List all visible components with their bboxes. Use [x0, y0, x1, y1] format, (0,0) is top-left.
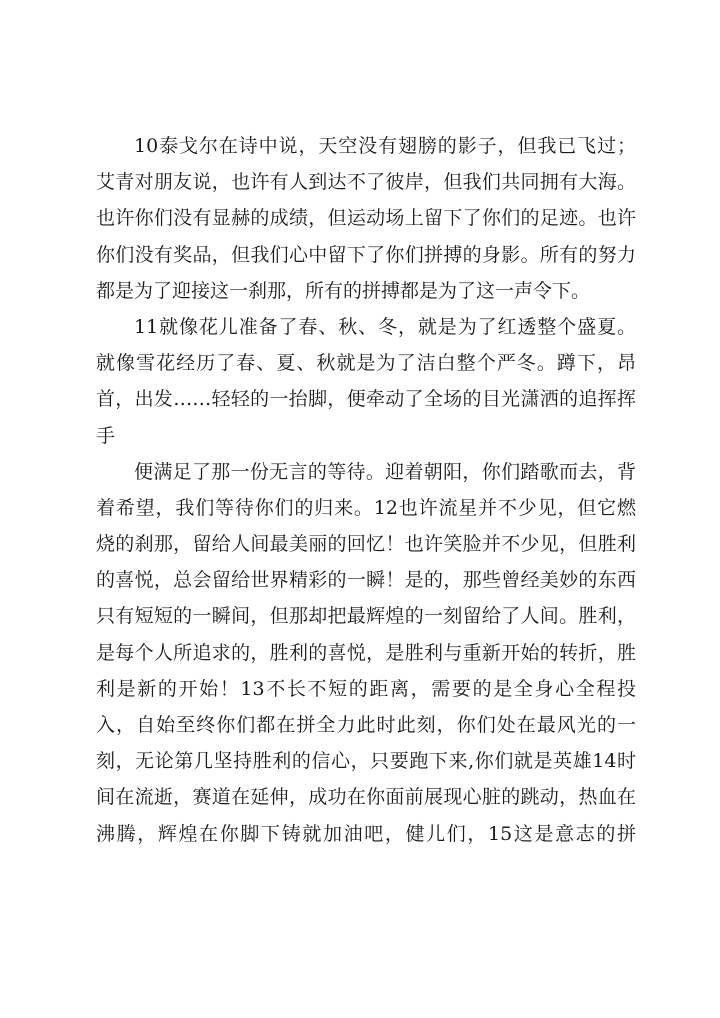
text-line: 间在流逝，赛道在延伸，成功在你面前展现心脏的跳动，热血在	[96, 786, 636, 809]
text-line: 沸腾，辉煌在你脚下铸就加油吧，健儿们，15这是意志的拼	[96, 822, 636, 845]
text-line: 手	[96, 424, 116, 447]
text-line: 就像雪花经历了春、夏、秋就是为了洁白整个严冬。蹲下，昂	[96, 352, 636, 375]
text-line: 入，自始至终你们都在拼全力此时此刻，你们处在最风光的一	[96, 714, 636, 736]
text-line: 都是为了迎接这一刹那，所有的拼搏都是为了这一声令下。	[96, 279, 591, 302]
text-line: 利是新的开始！13不长不短的距离，需要的是全身心全程投	[96, 677, 636, 700]
text-line: 11就像花儿准备了春、秋、冬，就是为了红透整个盛夏。	[134, 315, 636, 338]
text-line: 的喜悦，总会留给世界精彩的一瞬！是的，那些曾经美妙的东西	[96, 569, 636, 592]
text-line: 10泰戈尔在诗中说，天空没有翅膀的影子，但我已飞过；	[134, 135, 636, 157]
text-line: 刻，无论第几坚持胜利的信心，只要跑下来,你们就是英雄14时	[96, 750, 636, 773]
text-line: 也许你们没有显赫的成绩，但运动场上留下了你们的足迹。也许	[96, 207, 636, 230]
text-line: 首，出发……轻轻的一抬脚，便牵动了全场的目光潇洒的追挥挥	[96, 388, 636, 411]
text-line: 你们没有奖品，但我们心中留下了你们拼搏的身影。所有的努力	[96, 243, 636, 266]
document-text-body	[96, 128, 636, 852]
text-line: 烧的刹那，留给人间最美丽的回忆！也许笑脸并不少见，但胜利	[96, 533, 636, 556]
text-line: 艾青对朋友说，也许有人到达不了彼岸，但我们共同拥有大海。	[96, 171, 636, 194]
text-line: 便满足了那一份无言的等待。迎着朝阳，你们踏歌而去，背	[134, 460, 636, 483]
text-line: 是每个人所追求的，胜利的喜悦，是胜利与重新开始的转折，胜	[96, 641, 636, 664]
text-line: 着希望，我们等待你们的归来。12也许流星并不少见，但它燃	[96, 496, 636, 519]
text-line: 只有短短的一瞬间，但那却把最辉煌的一刻留给了人间。胜利，	[96, 605, 636, 628]
